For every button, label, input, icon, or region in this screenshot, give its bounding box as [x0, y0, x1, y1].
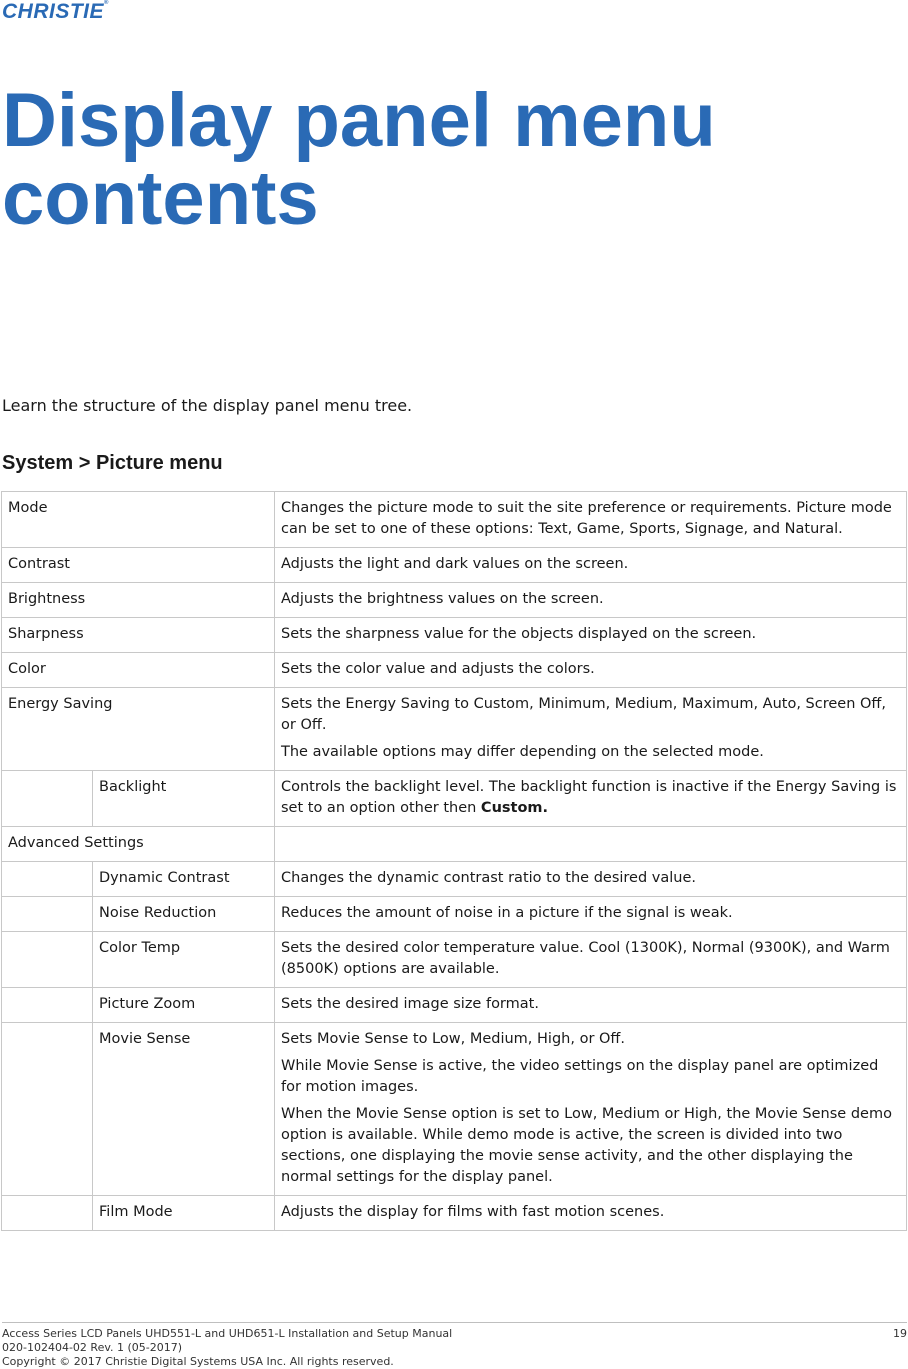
indent-cell: [2, 862, 93, 897]
footer-document-number: 020-102404-02 Rev. 1 (05-2017): [2, 1341, 183, 1354]
table-row: [2, 653, 907, 688]
table-row: [2, 771, 907, 827]
menu-item-name: Energy Saving: [2, 688, 275, 771]
menu-item-description: [275, 1023, 907, 1196]
table-row: [2, 492, 907, 548]
description-paragraph: Sets Movie Sense to Low, Medium, High, or Off.: [281, 1031, 626, 1047]
table-row: [2, 827, 907, 862]
table-row: [2, 862, 907, 897]
description-paragraph: Sets the Energy Saving to Custom, Minimum, Medium, Maximum, Auto, Screen Off, or Off.: [281, 696, 887, 733]
table-row: [2, 897, 907, 932]
menu-subitem-name: Picture Zoom: [93, 988, 275, 1023]
indent-cell: [2, 897, 93, 932]
indent-cell: [2, 1023, 93, 1196]
page-footer: [2, 1322, 907, 1369]
menu-item-description: Sets the color value and adjusts the colors.: [275, 653, 907, 688]
description-paragraph: The available options may differ depending on the selected mode.: [281, 744, 764, 760]
table-row: [2, 1196, 907, 1231]
description-end: .: [542, 800, 549, 816]
menu-item-name: Advanced Settings: [2, 827, 275, 862]
indent-cell: [2, 988, 93, 1023]
menu-subitem-name: Noise Reduction: [93, 897, 275, 932]
menu-item-name: Sharpness: [2, 618, 275, 653]
menu-item-description: Adjusts the brightness values on the screen.: [275, 583, 907, 618]
table-row: [2, 618, 907, 653]
footer-manual-title: Access Series LCD Panels UHD551-L and UHD651-L Installation and Setup Manual: [2, 1327, 453, 1340]
menu-item-name: Mode: [2, 492, 275, 548]
menu-subitem-name: Dynamic Contrast: [93, 862, 275, 897]
indent-cell: [2, 771, 93, 827]
picture-menu-table: [1, 491, 907, 1231]
indent-cell: [2, 1196, 93, 1231]
table-row: [2, 1023, 907, 1196]
menu-item-description: Adjusts the light and dark values on the screen.: [275, 548, 907, 583]
footer-copyright: Copyright © 2017 Christie Digital Systems USA Inc. All rights reserved.: [2, 1355, 394, 1368]
menu-item-description: Adjusts the display for films with fast motion scenes.: [275, 1196, 907, 1231]
page-title: Display panel menu contents: [2, 78, 716, 241]
menu-subitem-name: Movie Sense: [93, 1023, 275, 1196]
table-row: [2, 548, 907, 583]
christie-logo: CHRISTIE®: [2, 0, 109, 23]
description-paragraph: When the Movie Sense option is set to Low, Medium or High, the Movie Sense demo option is available. While demo mode is active, the screen is divided into two sections, one displaying the movie sense activity, and the other displaying the normal settings for the display panel.: [281, 1106, 892, 1185]
description-text: Controls the backlight level. The backlight function is inactive if the Energy Saving is set to an option other then: [281, 779, 897, 816]
menu-item-description: Changes the picture mode to suit the site preference or requirements. Picture mode can be set to one of these options: Text, Game, Sports, Signage, and Natural.: [275, 492, 907, 548]
menu-item-description: Sets the sharpness value for the objects displayed on the screen.: [275, 618, 907, 653]
menu-item-name: Color: [2, 653, 275, 688]
table-row: [2, 688, 907, 771]
description-paragraph: While Movie Sense is active, the video settings on the display panel are optimized for motion images.: [281, 1058, 879, 1095]
menu-subitem-name: Film Mode: [93, 1196, 275, 1231]
menu-item-description: Changes the dynamic contrast ratio to the desired value.: [275, 862, 907, 897]
section-title: System > Picture menu: [2, 452, 223, 474]
intro-text: Learn the structure of the display panel menu tree.: [2, 396, 413, 415]
indent-cell: [2, 932, 93, 988]
menu-item-description: Sets the desired image size format.: [275, 988, 907, 1023]
menu-subitem-name: Color Temp: [93, 932, 275, 988]
menu-item-description: [275, 771, 907, 827]
menu-item-name: Brightness: [2, 583, 275, 618]
menu-subitem-name: Backlight: [93, 771, 275, 827]
menu-item-description: Reduces the amount of noise in a picture if the signal is weak.: [275, 897, 907, 932]
table-row: [2, 583, 907, 618]
menu-item-description: Sets the desired color temperature value. Cool (1300K), Normal (9300K), and Warm (8500K) options are available.: [275, 932, 907, 988]
description-emphasis: Custom: [480, 800, 543, 816]
table-row: [2, 988, 907, 1023]
table-row: [2, 932, 907, 988]
menu-item-description: [275, 827, 907, 862]
menu-item-name: Contrast: [2, 548, 275, 583]
page-number: 19: [893, 1327, 907, 1340]
menu-item-description: [275, 688, 907, 771]
